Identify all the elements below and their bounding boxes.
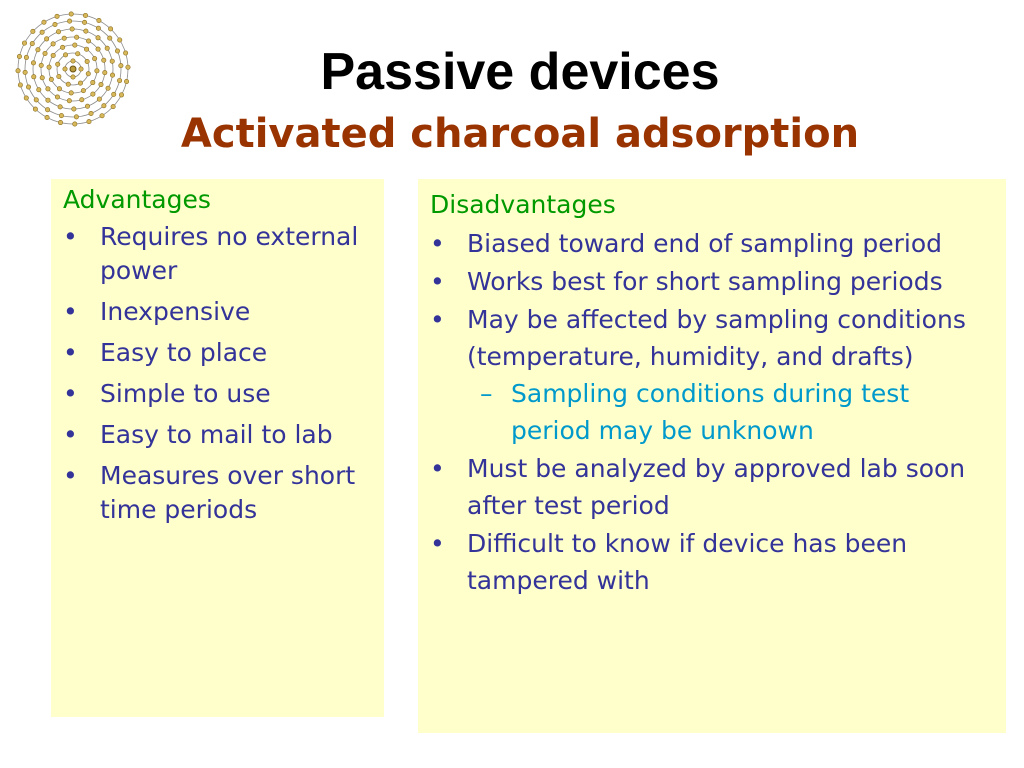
bullet-icon: • (430, 305, 445, 334)
advantage-text: Measures over short time periods (100, 461, 356, 524)
bullet-icon: • (63, 297, 78, 326)
bullet-icon: • (430, 529, 445, 558)
bullet-icon: • (430, 229, 445, 258)
advantage-text: Requires no external power (100, 222, 359, 285)
list-item (63, 418, 374, 452)
list-item (430, 225, 996, 262)
advantage-text: Simple to use (100, 379, 271, 408)
list-item (430, 301, 996, 449)
bullet-icon: • (63, 338, 78, 367)
disadvantages-panel (418, 179, 1006, 733)
advantage-text: Easy to mail to lab (100, 420, 333, 449)
list-item (430, 263, 996, 300)
disadvantage-text: Difficult to know if device has been tampered with (467, 529, 908, 595)
advantages-list (63, 220, 374, 527)
bullet-icon: • (63, 461, 78, 490)
bullet-icon: • (63, 222, 78, 251)
disadvantages-heading: Disadvantages (430, 190, 616, 219)
bullet-icon: • (63, 420, 78, 449)
bullet-icon: • (63, 379, 78, 408)
list-item (430, 450, 996, 524)
advantage-text: Easy to place (100, 338, 268, 367)
sub-list (467, 375, 996, 449)
slide-subtitle: Activated charcoal adsorption (180, 111, 860, 157)
disadvantage-text: Biased toward end of sampling period (467, 229, 942, 258)
advantages-panel (51, 179, 384, 717)
list-item (63, 220, 374, 288)
bullet-icon: • (430, 267, 445, 296)
disadvantage-text: May be affected by sampling conditions (temperature, humidity, and drafts) (467, 305, 966, 371)
disadvantage-text: Works best for short sampling periods (467, 267, 943, 296)
advantages-heading: Advantages (63, 185, 211, 214)
dash-icon: – (480, 379, 493, 408)
slide-title: Passive devices (320, 43, 720, 101)
advantage-text: Inexpensive (100, 297, 251, 326)
list-item (63, 377, 374, 411)
list-item (63, 336, 374, 370)
disadvantage-text: Must be analyzed by approved lab soon after test period (467, 454, 966, 520)
list-item (430, 525, 996, 599)
sub-list-item (467, 375, 996, 449)
list-item (63, 295, 374, 329)
sub-item-text: Sampling conditions during test period may be unknown (511, 379, 910, 445)
bullet-icon: • (430, 454, 445, 483)
list-item (63, 459, 374, 527)
disadvantages-list (430, 225, 996, 599)
